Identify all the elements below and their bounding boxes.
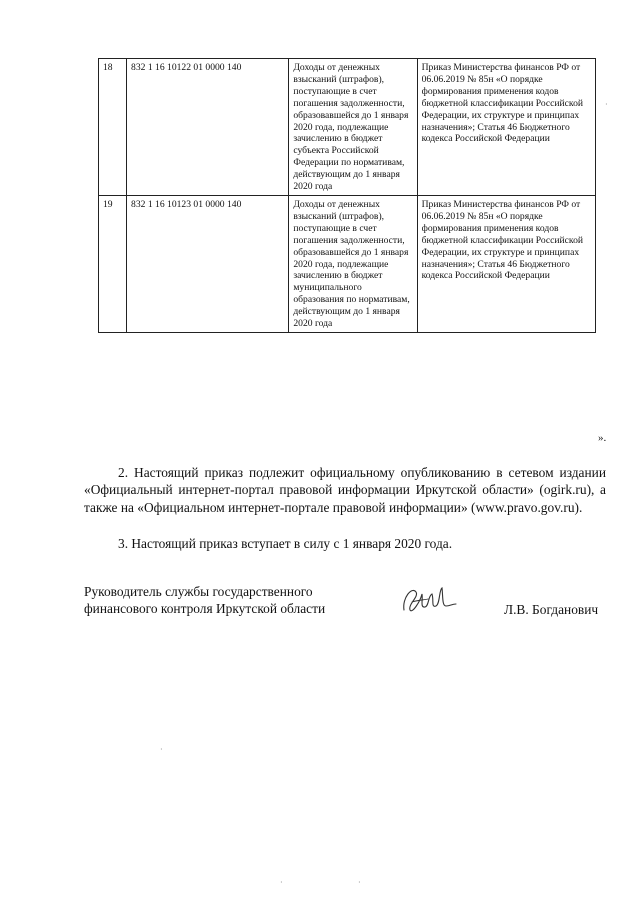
scan-speck: · [605,100,608,109]
legal-basis: Приказ Министерства финансов РФ от 06.06.2019 № 85н «О порядке формирования применения кодов бюджетной классификации Российской Федерации, их структуре и принципах назначения»; Статья 46 Бюджетного кодекса Российской Федерации [417,59,595,196]
budget-code: 832 1 16 10122 01 0000 140 [127,59,289,196]
paragraph-effective-date: 3. Настоящий приказ вступает в силу с 1 января 2020 года. [118,536,453,551]
row-number: 18 [99,59,127,196]
signatory-position [84,583,384,618]
handwritten-signature-icon [398,580,460,620]
scan-speck: · [160,745,163,754]
budget-code: 832 1 16 10123 01 0000 140 [127,195,289,332]
signatory-position-line2: финансового контроля Иркутской области [84,601,326,617]
revenue-description: Доходы от денежных взысканий (штрафов), поступающие в счет погашения задолженности, образовавшейся до 1 января 2020 года, подлежащие зачислению в бюджет субъекта Российской Федерации по нормативам, действующим до 1 января 2020 года [289,59,417,196]
scan-speck: · [358,878,361,887]
signatory-name: Л.В. Богданович [504,602,599,617]
signatory-position-line1: Руководитель службы государственного [84,584,313,599]
revenue-codes-table [98,58,596,333]
scan-speck: · [280,878,283,887]
revenue-description: Доходы от денежных взысканий (штрафов), поступающие в счет погашения задолженности, образовавшейся до 1 января 2020 года, подлежащие зачислению в бюджет муниципального образования по нормативам, действующим до 1 января 2020 года [289,195,417,332]
row-number: 19 [99,195,127,332]
legal-basis: Приказ Министерства финансов РФ от 06.06.2019 № 85н «О порядке формирования применения кодов бюджетной классификации Российской Федерации, их структуре и принципах назначения»; Статья 46 Бюджетного кодекса Российской Федерации [417,195,595,332]
table-row [99,59,596,196]
paragraph-publication: 2. Настоящий приказ подлежит официальному опубликованию в сетевом издании «Официальный интернет-портал правовой информации Иркутской области» (ogirk.ru), а также на «Официальном интернет-портале правовой информации» (www.pravo.gov.ru). [84,465,606,515]
table-row [99,195,596,332]
table-closing-quote: ». [598,432,607,444]
